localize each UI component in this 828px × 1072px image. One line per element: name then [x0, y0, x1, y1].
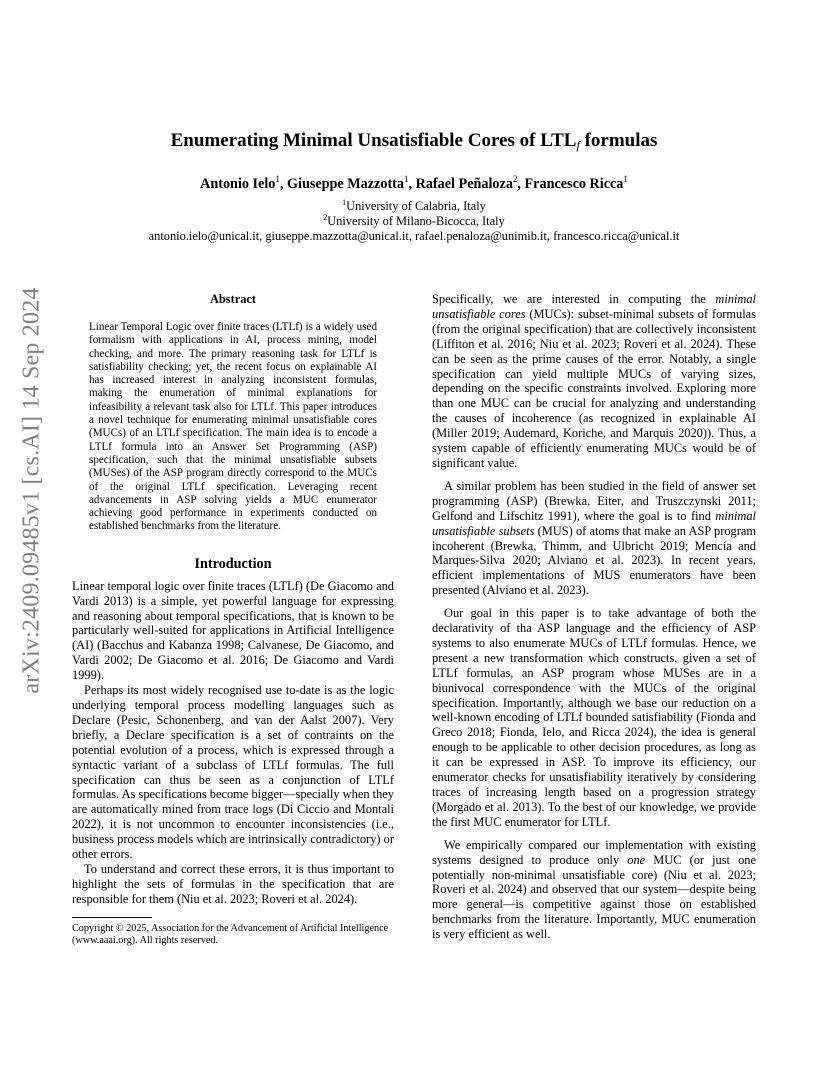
- title-tail: formulas: [579, 130, 658, 151]
- author-affil-mark: 2: [512, 174, 518, 184]
- arxiv-identifier-text: arXiv:2409.09485v1 [cs.AI] 14 Sep 2024: [18, 286, 45, 694]
- affiliation-text: University of Calabria, Italy: [346, 199, 486, 213]
- author-affil-mark: 1: [275, 174, 280, 184]
- title-main: Enumerating Minimal Unsatisfiable Cores of LTL: [170, 130, 577, 151]
- body-paragraph: [432, 838, 756, 942]
- body-text: (MUS) of atoms that make an ASP program incoherent (Brewka, Thimm, and Ulbricht 2019; Mencía and Marques-Silva 2020; Alviano et al. 2023). In recent years, efficient implementations of MUS enumerators have been presented (Alviano et al. 2023).: [432, 523, 756, 598]
- emphasis-term: minimal unsatisfiable cores: [432, 292, 756, 321]
- affiliation-number: 1: [342, 198, 347, 207]
- title-subscript: f: [576, 138, 580, 152]
- body-text: Specifically, we are interested in computing the: [432, 292, 716, 306]
- author-emails: antonio.ielo@unical.it, giuseppe.mazzotta@unical.it, rafael.penaloza@unimib.it, francesco.ricca@unical.it: [148, 229, 680, 243]
- affiliation-number: 2: [323, 213, 328, 222]
- emphasis-term: one: [627, 852, 646, 867]
- footnote-divider: [72, 917, 152, 918]
- author-affil-mark: 1: [623, 174, 628, 184]
- copyright-notice: Copyright © 2025, Association for the Advancement of Artificial Intelligence (www.aaai.org). All rights reserved.: [72, 922, 389, 946]
- body-text: A similar problem has been studied in the field of answer set programming (ASP) (Brewka, Eiter, and Truszczynski 2011; Gelfond and Lifschitz 1991), where the goal is to find: [432, 478, 756, 523]
- body-paragraph: [432, 292, 756, 471]
- abstract-text: Linear Temporal Logic over finite traces (LTLf) is a widely used formalism with applications in AI, process mining, model checking, and more. The primary reasoning task for LTLf is satisfiability checking; yet, the recent focus on explainable AI has increased interest in analyzing inconsistent formulas, making the enumeration of minimal explanations for infeasibility a relevant task also for LTLf. This paper introduces a novel technique for enumerating minimal unsatisfiable cores (MUCs) of an LTLf specification. The main idea is to encode a LTLf formula into an Answer Set Programming (ASP) specification, such that the minimal unsatisfiable subsets (MUSes) of the ASP program directly correspond to the MUCs of the original LTLf specification. Leveraging recent advancements in ASP solving yields a MUC enumerator achieving good performance in experiments conducted on established benchmarks from the literature.: [89, 321, 377, 533]
- body-text: MUC (or just one potentially non-minimal unsatisfiable core) (Niu et al. 2023; Roveri et al. 2024) and observed that our system—despite being more general—is competitive against those on established benchmarks from the literature. Importantly, MUC enumeration is very efficient as well.: [432, 852, 756, 942]
- body-paragraph: Our goal in this paper is to take advantage of both the declarativity of tha ASP language and the efficiency of ASP systems to also enumerate MUCs of LTLf formulas. Hence, we present a new transformation which constructs, given a set of LTLf formulas, an ASP program whose MUSes are in a biunivocal correspondence with the MUCs of the original specification. Importantly, although we base our reduction on a well-known encoding of LTLf bounded satisfiability (Fionda and Greco 2018; Fionda, Ielo, and Ricca 2024), the idea is general enough to be applicable to other decision procedures, as long as it can be expressed in ASP. To improve its efficiency, our enumerator checks for unsatisfiability iteratively by considering traces of increasing length based on a progression strategy (Morgado et al. 2013). To the best of our knowledge, we provide the first MUC enumerator for LTLf.: [432, 606, 756, 829]
- introduction-heading: Introduction: [194, 555, 272, 572]
- body-paragraph: [432, 479, 756, 598]
- abstract-heading: Abstract: [209, 292, 257, 306]
- affiliation-line: [0, 213, 828, 229]
- paper-title: [0, 130, 828, 153]
- author-name: Giuseppe Mazzotta: [286, 176, 404, 192]
- intro-paragraph: To understand and correct these errors, it is thus important to highlight the sets of formulas in the specification that are responsible for them (Niu et al. 2023; Roveri et al. 2024).: [72, 861, 394, 906]
- affiliation-line: [0, 198, 828, 214]
- author-list: Antonio Ielo$^1$, Giuseppe Mazzotta$^1$, Rafael Peñaloza$^2$, Francesco Ricca$^1$: [200, 174, 628, 192]
- arxiv-identifier: [14, 286, 50, 694]
- author-affil-mark: 1: [404, 174, 409, 184]
- body-text: (MUCs): subset-minimal subsets of formulas (from the original specification) that are collectively inconsistent (Liffiton et al. 2016; Niu et al. 2023; Roveri et al. 2024). These can be seen as the prime causes of the error. Notably, a single specification can yield multiple MUCs of varying sizes, depending on the specific constraints involved. Exploring more than one MUC can be crucial for analyzing and understanding the causes of incoherence (as recognized in explainable AI (Miller 2019; Audemard, Koriche, and Marquis 2020)). Thus, a system capable of efficiently enumerating MUCs would be of significant value.: [432, 306, 756, 470]
- author-name: Rafael Peñaloza: [415, 176, 513, 192]
- body-text: We empirically compared our implementation with existing systems designed to produce only: [432, 837, 756, 867]
- affiliation-text: University of Milano-Bicocca, Italy: [327, 214, 505, 228]
- intro-paragraph: Linear temporal logic over finite traces (LTLf) (De Giacomo and Vardi 2013) is a simple, yet powerful language for expressing and reasoning about temporal specifications, that is known to be particularly well-suited for applications in Artificial Intelligence (AI) (Bacchus and Kabanza 1998; Calvanese, De Giacomo, and Vardi 2002; De Giacomo et al. 2016; De Giacomo and Vardi 1999).: [72, 578, 394, 683]
- right-column: [432, 292, 756, 942]
- intro-paragraph: Perhaps its most widely recognised use to-date is as the logic underlying temporal process modelling languages such as Declare (Pesic, Schonenberg, and van der Aalst 2007). Very briefly, a Declare specification is a set of contraints on the potential evolution of a process, which is expressed through a syntactic variant of a subclass of LTLf formulas. The full specification can thus be seen as a conjunction of LTLf formulas. As specifications become bigger—specially when they are automatically mined from trace logs (Di Ciccio and Montali 2022), it is not uncommon to encounter inconsistencies (i.e., business process models which are intrinsically contradictory) or other errors.: [72, 683, 394, 862]
- emphasis-term: minimal unsatisfiable subsets: [432, 508, 756, 538]
- left-column: [72, 292, 394, 947]
- author-name: Francesco Ricca: [524, 176, 624, 192]
- author-name: Antonio Ielo: [200, 176, 276, 192]
